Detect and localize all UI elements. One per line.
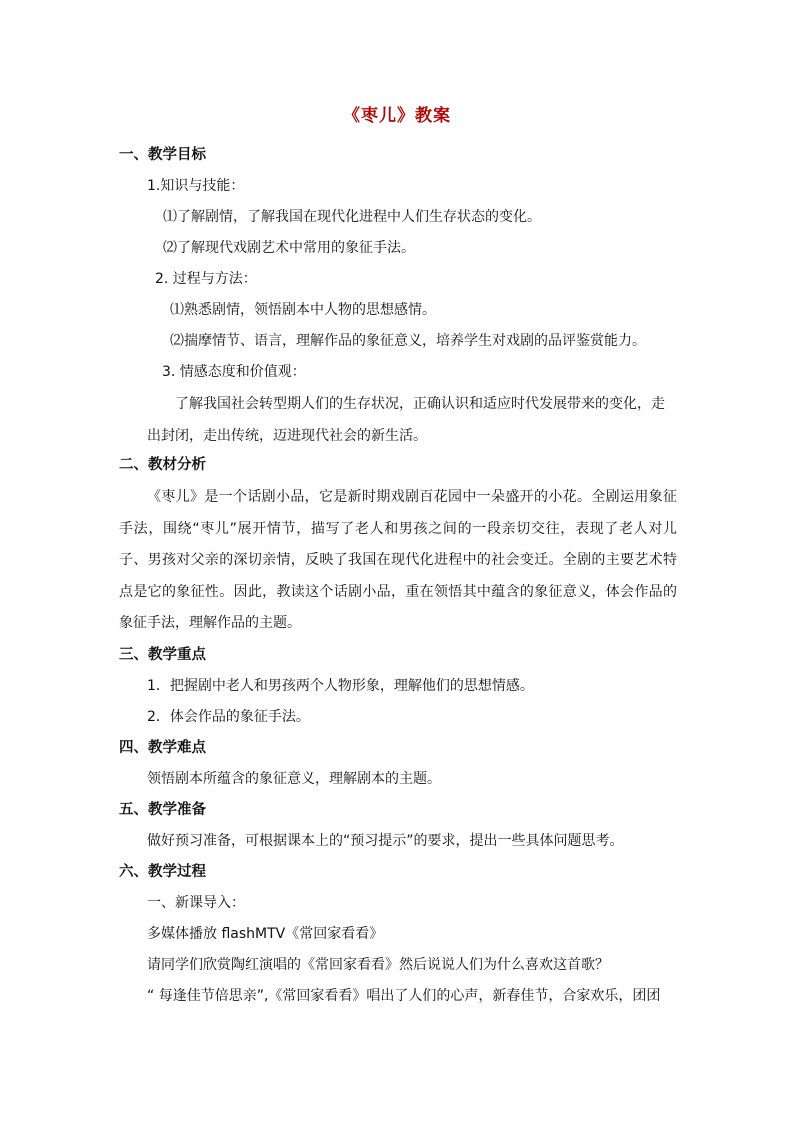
process-line: “ 每逢佳节倍思亲”,《常回家看看》唱出了人们的心声，新春佳节，合家欢乐，团团 [147, 988, 661, 1004]
objective-process-item: ⑵揣摩情节、语言，理解作品的象征意义，培养学生对戏剧的品评鉴赏能力。 [170, 333, 646, 349]
objective-knowledge-item: ⑴了解剧情，了解我国在现代化进程中人们生存状态的变化。 [163, 209, 541, 225]
objective-knowledge-heading: 1.知识与技能： [147, 178, 245, 194]
section-heading-difficulties: 四、教学难点 [119, 740, 206, 756]
section-heading-key-points: 三、教学重点 [119, 647, 206, 663]
process-line: 请同学们欣赏陶红演唱的《常回家看看》然后说说人们为什么喜欢这首歌？ [147, 957, 609, 973]
key-point-item: 2．体会作品的象征手法。 [147, 709, 310, 725]
objective-attitude-heading: 3. 情感态度和价值观： [162, 364, 306, 380]
objective-process-heading: 2. 过程与方法： [155, 271, 257, 287]
key-point-item: 1．把握剧中老人和男孩两个人物形象，理解他们的思想情感。 [147, 678, 534, 694]
difficulty-text: 领悟剧本所蕴含的象征意义，理解剧本的主题。 [147, 771, 441, 787]
section-heading-preparation: 五、教学准备 [119, 802, 206, 818]
objective-attitude-text: 了解我国社会转型期人们的生存状况，正确认识和适应时代发展带来的变化，走出封闭，走出传统，迈进现代社会的新生活。 [147, 396, 665, 444]
preparation-text: 做好预习准备，可根据课本上的“预习提示”的要求，提出一些具体问题思考。 [147, 833, 624, 849]
process-line: 多媒体播放 flashMTV《常回家看看》 [147, 926, 384, 942]
section-heading-process: 六、教学过程 [119, 864, 206, 880]
process-line: 一、新课导入： [147, 895, 245, 911]
objective-process-item: ⑴熟悉剧情，领悟剧本中人物的思想感情。 [170, 302, 436, 318]
section-heading-objectives: 一、教学目标 [119, 147, 206, 163]
material-analysis-text: 《枣儿》是一个话剧小品，它是新时期戏剧百花园中一朵盛开的小花。全剧运用象征手法，围绕“枣儿”展开情节，描写了老人和男孩之间的一段亲切交往，表现了老人对儿子、男孩对父亲的深切亲情，反映了我国在现代化进程中的社会变迁。全剧的主要艺术特点是它的象征性。因此，教读这个话剧小品，重在领悟其中蕴含的象征意义，体会作品的象征手法，理解作品的主题。 [119, 489, 677, 631]
section-heading-material: 二、教材分析 [119, 457, 206, 473]
objective-knowledge-item: ⑵了解现代戏剧艺术中常用的象征手法。 [163, 240, 415, 256]
document-title: 《枣儿》教案 [343, 106, 451, 126]
